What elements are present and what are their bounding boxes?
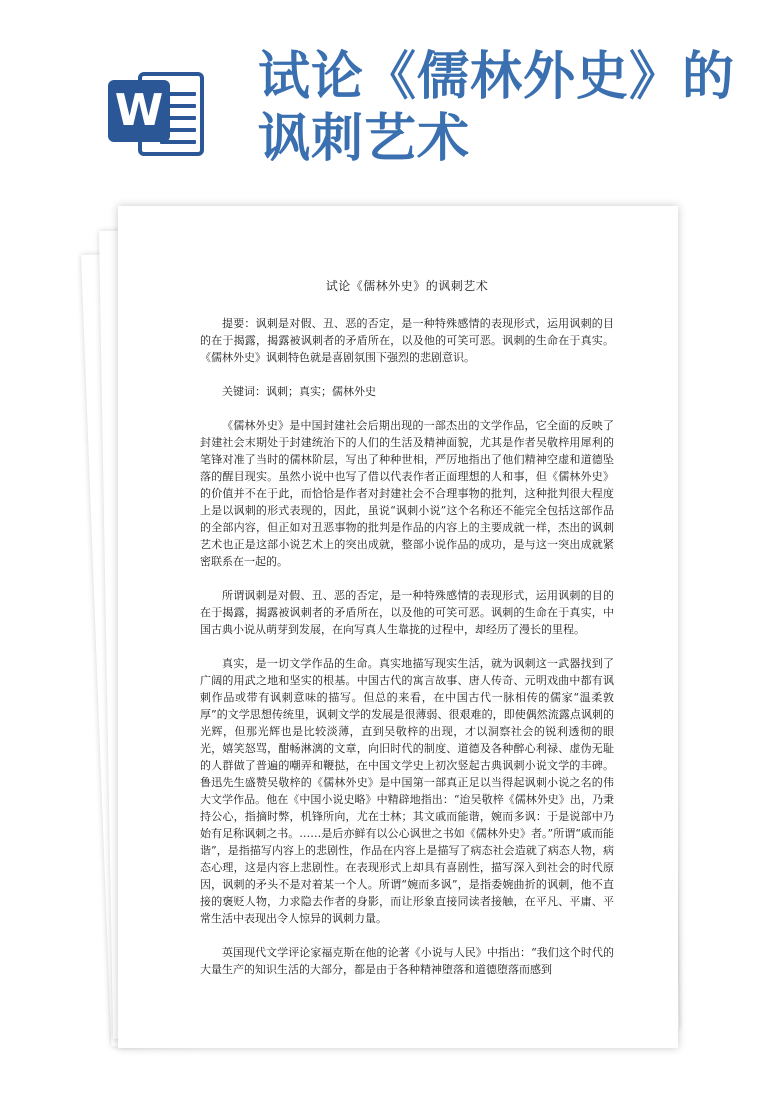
word-logo-icon [108,66,206,162]
document-body [200,278,614,995]
page-title: 试论《儒林外史》的讽刺艺术 [258,46,736,169]
body-paragraph: 真实，是一切文学作品的生命。真实地描写现实生活，就为讽刺这一武器找到了广阔的用武之地和坚实的根基。中国古代的寓言故事、唐人传奇、元明戏曲中都有讽刺作品或带有讽刺意味的描写。但总的来看，在中国古代一脉相传的儒家“温柔敦厚”的文学思想传统里，讽刺文学的发展是很薄弱、很艰难的，即使偶然流露点讽刺的光辉，但那光辉也是比较淡薄，直到吴敬梓的出现，才以洞察社会的锐利透彻的眼光，嬉笑怒骂，酣畅淋漓的文章，向旧时代的制度、道德及各种醉心利禄、虚伪无耻的人群做了普遍的嘲弄和鞭挞，在中国文学史上初次竖起古典讽刺小说文学的丰碑。鲁迅先生盛赞吴敬梓的《儒林外史》是中国第一部真正足以当得起讽刺小说之名的伟大文学作品。他在《中国小说史略》中精辟地指出：“迨吴敬梓《儒林外史》出，乃秉持公心，指摘时弊，机锋所向，尤在士林；其文戚而能谐，婉而多讽：于是说部中乃始有足称讽刺之书。……是后亦鲜有以公心讽世之书如《儒林外史》者。”所谓“戚而能谐”，是指描写内容上的悲剧性，作品在内容上是描写了病态社会造就了病态人物，病态心理，这是内容上悲剧性。在表现形式上却具有喜剧性，描写深入到社会的时代原因，讽刺的矛头不是对着某一个人。所谓“婉而多讽”，是指委婉曲折的讽刺，他不直接的褒贬人物，力求隐去作者的身影，而让形象直接同读者接触，在平凡、平庸、平常生活中表现出令人惊异的讽刺力量。 [200,657,614,925]
word-w-letter: W [108,80,170,142]
body-paragraph: 英国现代文学评论家福克斯在他的论著《小说与人民》中指出：“我们这个时代的大量生产的知识生活的大部分，都是由于各种精神堕落和道德堕落而感到 [200,946,614,976]
document-page [118,206,678,1048]
abstract-paragraph: 提要：讽刺是对假、丑、恶的否定，是一种特殊感情的表现形式，运用讽刺的目的在于揭露，揭露被讽刺者的矛盾所在，以及他的可笑可恶。讽刺的生命在于真实。《儒林外史》讽刺特色就是喜剧氛围下强烈的悲剧意识。 [200,317,614,364]
keywords-line: 关键词：讽刺；真实；儒林外史 [222,385,376,398]
document-heading: 试论《儒林外史》的讽刺艺术 [325,279,489,293]
body-paragraph: 《儒林外史》是中国封建社会后期出现的一部杰出的文学作品，它全面的反映了封建社会末期处于封建统治下的人们的生活及精神面貌，尤其是作者吴敬梓用犀利的笔锋对准了当时的儒林阶层，写出了种种世相，严厉地指出了他们精神空虚和道德坠落的醒目现实。虽然小说中也写了借以代表作者正面理想的人和事，但《儒林外史》的价值并不在于此，而恰恰是作者对封建社会不合理事物的批判，这种批判很大程度上是以讽刺的形式表现的，因此，虽说“讽刺小说”这个名称还不能完全包括这部作品的全部内容，但正如对丑恶事物的批判是作品的内容上的主要成就一样，杰出的讽刺艺术也正是这部小说艺术上的突出成就，整部小说作品的成功，是与这一突出成就紧密联系在一起的。 [200,419,614,568]
body-paragraph: 所谓讽刺是对假、丑、恶的否定，是一种特殊感情的表现形式，运用讽刺的目的在于揭露，揭露被讽刺者的矛盾所在，以及他的可笑可恶。讽刺的生命在于真实，中国古典小说从萌芽到发展，在向写真人生靠拢的过程中，却经历了漫长的里程。 [200,589,614,636]
